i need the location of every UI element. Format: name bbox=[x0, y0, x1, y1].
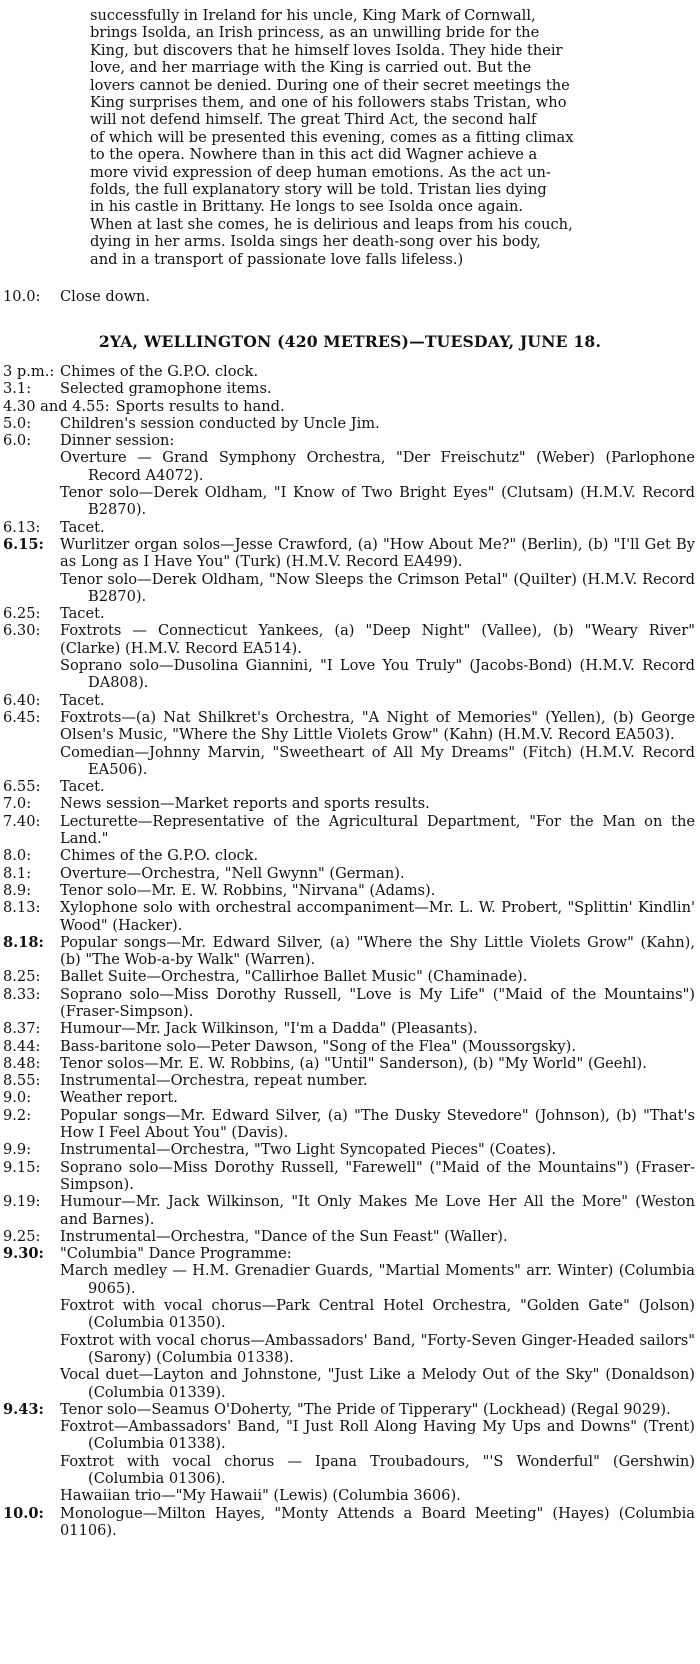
entry-time: 8.48: bbox=[3, 1054, 41, 1072]
schedule-entry bbox=[3, 1228, 695, 1245]
entry-time: 9.25: bbox=[3, 1227, 41, 1245]
entry-time: 10.0: bbox=[3, 1504, 44, 1522]
entry-text: Tacet. bbox=[60, 518, 105, 536]
entry-text: Lecturette—Representative of the Agricultural Department, "For the Man on the Land." bbox=[60, 812, 695, 848]
schedule-entry bbox=[3, 398, 695, 415]
entry-text: Wurlitzer organ solos—Jesse Crawford, (a) "How About Me?" (Berlin), (b) "I'll Get By as Long as I Have You" (Turk) (H.M.V. Record EA499). bbox=[60, 535, 695, 571]
entry-time: 6.30: bbox=[3, 622, 41, 640]
schedule-entry bbox=[3, 605, 695, 622]
opera-synopsis bbox=[90, 7, 695, 268]
schedule-entry bbox=[3, 813, 695, 848]
entry-time: 6.15: bbox=[3, 535, 44, 553]
schedule-subitem: Foxtrot with vocal chorus — Ipana Troubadours, "'S Wonderful" (Gershwin) (Columbia 01306). bbox=[60, 1452, 695, 1487]
schedule-entry bbox=[3, 1505, 695, 1540]
entry-text: Close down. bbox=[60, 288, 151, 305]
schedule-entry bbox=[3, 1401, 695, 1418]
synopsis-line: brings Isolda, an Irish princess, as an unwilling bride for the bbox=[90, 24, 540, 42]
entry-text: Selected gramophone items. bbox=[60, 380, 272, 398]
entry-text: Tacet. bbox=[60, 691, 105, 709]
entry-text: News session—Market reports and sports results. bbox=[60, 795, 430, 813]
station-heading: 2YA, WELLINGTON (420 METRES)—TUESDAY, JUNE 18. bbox=[98, 332, 602, 351]
schedule-subitem: Foxtrot with vocal chorus—Park Central Hotel Orchestra, "Golden Gate" (Jolson) (Columbia 01350). bbox=[60, 1297, 695, 1332]
synopsis-line: will not defend himself. The great Third Act, the second half bbox=[90, 111, 537, 129]
entry-text: Soprano solo—Miss Dorothy Russell, "Love is My Life" ("Maid of the Mountains") (Fraser-Simpson). bbox=[60, 985, 695, 1020]
entry-time: 8.55: bbox=[3, 1072, 41, 1090]
synopsis-line: lovers cannot be denied. During one of their secret meetings the bbox=[90, 76, 570, 94]
entry-time: 4.30 and 4.55: bbox=[3, 397, 110, 415]
schedule-subitem: March medley — H.M. Grenadier Guards, "Martial Moments" arr. Winter) (Columbia 9065). bbox=[60, 1262, 695, 1297]
entry-time: 9.2: bbox=[3, 1106, 32, 1124]
synopsis-line: of which will be presented this evening, comes as a fitting climax bbox=[90, 128, 574, 146]
entry-time: 9.30: bbox=[3, 1245, 44, 1263]
entry-text: Sports results to hand. bbox=[115, 397, 285, 415]
schedule-entry bbox=[3, 899, 695, 934]
synopsis-line: and in a transport of passionate love falls lifeless.) bbox=[90, 250, 464, 268]
entry-time: 8.37: bbox=[3, 1020, 41, 1038]
entry-text: Tenor solos—Mr. E. W. Robbins, (a) "Until" Sanderson), (b) "My World" (Geehl). bbox=[60, 1054, 647, 1072]
entry-time: 9.9: bbox=[3, 1141, 32, 1159]
entry-time: 3 p.m.: bbox=[3, 363, 55, 380]
schedule-entry bbox=[3, 968, 695, 985]
schedule-entry bbox=[3, 432, 695, 449]
schedule-subitem: Comedian—Johnny Marvin, "Sweetheart of All My Dreams" (Fitch) (H.M.V. Record EA506). bbox=[60, 743, 695, 778]
entry-time: 8.0: bbox=[3, 847, 32, 865]
entry-text: Bass-baritone solo—Peter Dawson, "Song of the Flea" (Moussorgsky). bbox=[60, 1037, 576, 1055]
entry-time: 5.0: bbox=[3, 414, 32, 432]
schedule-entry bbox=[3, 1107, 695, 1142]
schedule-entry bbox=[3, 1072, 695, 1089]
entry-time: 10.0: bbox=[3, 288, 41, 305]
entry-time: 6.55: bbox=[3, 778, 41, 796]
schedule-entry bbox=[3, 1193, 695, 1228]
schedule-entry bbox=[3, 692, 695, 709]
schedule-entry bbox=[3, 709, 695, 744]
entry-text: Instrumental—Orchestra, repeat number. bbox=[60, 1072, 368, 1090]
schedule-entry bbox=[3, 1055, 695, 1072]
schedule-subitem: Tenor solo—Derek Oldham, "I Know of Two Bright Eyes" (Clutsam) (H.M.V. Record B2870). bbox=[60, 484, 695, 519]
schedule-entry bbox=[3, 778, 695, 795]
entry-text: Soprano solo—Miss Dorothy Russell, "Farewell" ("Maid of the Mountains") (Fraser-Simpson). bbox=[60, 1158, 695, 1193]
entry-time: 9.0: bbox=[3, 1089, 32, 1107]
schedule-entry bbox=[3, 380, 695, 397]
entry-time: 6.13: bbox=[3, 518, 41, 536]
schedule-entry bbox=[3, 1038, 695, 1055]
entry-text: Instrumental—Orchestra, "Two Light Syncopated Pieces" (Coates). bbox=[60, 1141, 557, 1159]
synopsis-line: more vivid expression of deep human emotions. As the act un- bbox=[90, 163, 551, 181]
schedule-entry bbox=[3, 865, 695, 882]
entry-time: 7.40: bbox=[3, 812, 41, 830]
schedule-entry bbox=[3, 1159, 695, 1194]
schedule-subitem: Foxtrot with vocal chorus—Ambassadors' Band, "Forty-Seven Ginger-Headed sailors" (Sarony) (Columbia 01338). bbox=[60, 1331, 695, 1366]
entry-time: 6.45: bbox=[3, 708, 41, 726]
entry-time: 9.43: bbox=[3, 1400, 44, 1418]
synopsis-line: dying in her arms. Isolda sings her death-song over his body, bbox=[90, 233, 541, 251]
schedule-entry bbox=[3, 882, 695, 899]
entry-text: Tacet. bbox=[60, 778, 105, 796]
schedule-entry bbox=[3, 847, 695, 864]
entry-text: Chimes of the G.P.O. clock. bbox=[60, 847, 259, 865]
entry-time: 6.40: bbox=[3, 691, 41, 709]
entry-text: Humour—Mr. Jack Wilkinson, "I'm a Dadda" (Pleasants). bbox=[60, 1020, 478, 1038]
schedule-entry bbox=[3, 934, 695, 969]
schedule-entry bbox=[3, 795, 695, 812]
synopsis-line: love, and her marriage with the King is carried out. But the bbox=[90, 59, 532, 77]
entry-text: Children's session conducted by Uncle Jim. bbox=[60, 414, 380, 432]
entry-time: 8.44: bbox=[3, 1037, 41, 1055]
synopsis-line: When at last she comes, he is delirious and leaps from his couch, bbox=[90, 215, 573, 233]
schedule-entry bbox=[3, 622, 695, 657]
entry-text: Xylophone solo with orchestral accompaniment—Mr. L. W. Probert, "Splittin' Kindlin' Wood" (Hacker). bbox=[60, 899, 695, 934]
synopsis-line: King, but discovers that he himself loves Isolda. They hide their bbox=[90, 41, 563, 59]
entry-time: 8.18: bbox=[3, 933, 44, 951]
schedule-entry bbox=[3, 536, 695, 571]
entry-text: Tenor solo—Seamus O'Doherty, "The Pride of Tipperary" (Lockhead) (Regal 9029). bbox=[60, 1400, 671, 1418]
synopsis-line: to the opera. Nowhere than in this act did Wagner achieve a bbox=[90, 146, 538, 164]
entry-text: Chimes of the G.P.O. clock. bbox=[60, 363, 259, 380]
entry-text: Overture—Orchestra, "Nell Gwynn" (German). bbox=[60, 864, 405, 882]
entry-text: Dinner session: bbox=[60, 432, 175, 450]
synopsis-line: King surprises them, and one of his followers stabs Tristan, who bbox=[90, 94, 567, 112]
entry-text: Weather report. bbox=[60, 1089, 178, 1107]
schedule-entry bbox=[3, 519, 695, 536]
schedule-entry bbox=[3, 986, 695, 1021]
entry-text: Humour—Mr. Jack Wilkinson, "It Only Makes Me Love Her All the More" (Weston and Barnes). bbox=[60, 1193, 695, 1228]
entry-time: 8.13: bbox=[3, 899, 41, 917]
entry-text: Tenor solo—Mr. E. W. Robbins, "Nirvana" (Adams). bbox=[60, 881, 436, 899]
schedule-subitem: Hawaiian trio—"My Hawaii" (Lewis) (Columbia 3606). bbox=[60, 1487, 461, 1505]
schedule-subitem: Tenor solo—Derek Oldham, "Now Sleeps the Crimson Petal" (Quilter) (H.M.V. Record B2870). bbox=[60, 570, 695, 605]
entry-text: Tacet. bbox=[60, 605, 105, 623]
entry-time: 9.15: bbox=[3, 1158, 41, 1176]
entry-text: Popular songs—Mr. Edward Silver, (a) "Where the Shy Little Violets Grow" (Kahn), (b) "The Wob-a-by Walk" (Warren). bbox=[60, 933, 695, 969]
schedule-entry bbox=[3, 363, 695, 380]
synopsis-line: in his castle in Brittany. He longs to see Isolda once again. bbox=[90, 198, 524, 216]
entry-text: Foxtrots—(a) Nat Shilkret's Orchestra, "A Night of Memories" (Yellen), (b) George Olsen's Music, "Where the Shy Little Violets Grow" (Kahn) (H.M.V. Record EA503). bbox=[60, 708, 695, 744]
entry-text: Ballet Suite—Orchestra, "Callirhoe Ballet Music" (Chaminade). bbox=[60, 968, 528, 986]
entry-time: 8.25: bbox=[3, 968, 41, 986]
schedule-subitem: Soprano solo—Dusolina Giannini, "I Love You Truly" (Jacobs-Bond) (H.M.V. Record DA808). bbox=[60, 657, 695, 692]
synopsis-line: successfully in Ireland for his uncle, King Mark of Cornwall, bbox=[90, 7, 536, 24]
entry-time: 7.0: bbox=[3, 795, 32, 813]
entry-time: 9.19: bbox=[3, 1193, 41, 1211]
program-schedule bbox=[3, 363, 695, 1539]
entry-text: Popular songs—Mr. Edward Silver, (a) "The Dusky Stevedore" (Johnson), (b) "That's How I Feel About You" (Davis). bbox=[60, 1106, 695, 1142]
entry-time: 6.0: bbox=[3, 432, 32, 450]
schedule-entry bbox=[3, 1245, 695, 1262]
schedule-subitem: Vocal duet—Layton and Johnstone, "Just Like a Melody Out of the Sky" (Donaldson) (Columbia 01339). bbox=[60, 1366, 695, 1401]
schedule-entry bbox=[3, 1020, 695, 1037]
entry-time: 3.1: bbox=[3, 380, 32, 398]
entry-text: "Columbia" Dance Programme: bbox=[60, 1245, 292, 1263]
close-down-entry bbox=[3, 288, 150, 305]
entry-text: Instrumental—Orchestra, "Dance of the Sun Feast" (Waller). bbox=[60, 1227, 508, 1245]
synopsis-line: folds, the full explanatory story will be told. Tristan lies dying bbox=[90, 181, 547, 199]
entry-time: 6.25: bbox=[3, 605, 41, 623]
entry-text: Foxtrots — Connecticut Yankees, (a) "Deep Night" (Vallee), (b) "Weary River" (Clarke) (H.M.V. Record EA514). bbox=[60, 622, 695, 657]
schedule-entry bbox=[3, 1089, 695, 1106]
entry-time: 8.33: bbox=[3, 985, 41, 1003]
entry-text: Monologue—Milton Hayes, "Monty Attends a Board Meeting" (Hayes) (Columbia 01106). bbox=[60, 1504, 695, 1539]
schedule-subitem: Overture — Grand Symphony Orchestra, "Der Freischutz" (Weber) (Parlophone Record A4072). bbox=[60, 449, 695, 484]
entry-time: 8.1: bbox=[3, 864, 32, 882]
schedule-entry bbox=[3, 415, 695, 432]
schedule-subitem: Foxtrot—Ambassadors' Band, "I Just Roll Along Having My Ups and Downs" (Trent) (Columbia 01338). bbox=[60, 1418, 695, 1453]
schedule-entry bbox=[3, 1141, 695, 1158]
entry-time: 8.9: bbox=[3, 881, 32, 899]
